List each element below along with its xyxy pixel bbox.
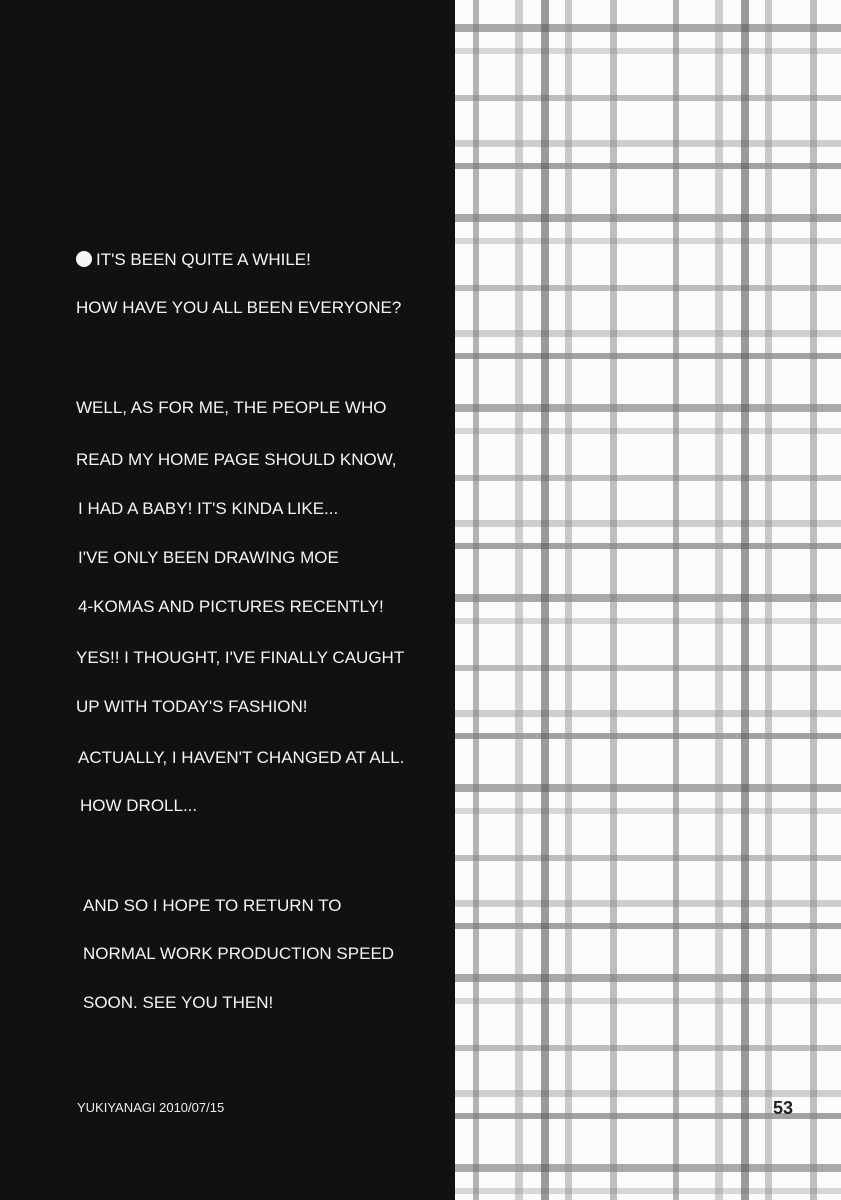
text-line: AND SO I HOPE TO RETURN TO xyxy=(83,896,342,915)
text-line: I'VE ONLY BEEN DRAWING MOE xyxy=(78,548,339,567)
text-line: I HAD A BABY! IT'S KINDA LIKE... xyxy=(78,499,339,518)
text-line: ACTUALLY, I HAVEN'T CHANGED AT ALL. xyxy=(78,748,405,767)
text-line: SOON. SEE YOU THEN! xyxy=(83,993,274,1012)
text-line: WELL, AS FOR ME, THE PEOPLE WHO xyxy=(76,398,387,417)
text-line: IT'S BEEN QUITE A WHILE! xyxy=(76,250,311,270)
text-line: 4-KOMAS AND PICTURES RECENTLY! xyxy=(78,597,384,616)
signature-date: YUKIYANAGI 2010/07/15 xyxy=(77,1100,225,1115)
text-line: UP WITH TODAY'S FASHION! xyxy=(76,697,308,716)
page-number: 53 xyxy=(773,1098,794,1118)
text-line: HOW HAVE YOU ALL BEEN EVERYONE? xyxy=(76,298,402,317)
text-line: READ MY HOME PAGE SHOULD KNOW, xyxy=(76,450,397,469)
text-line: HOW DROLL... xyxy=(80,796,198,815)
text-line: NORMAL WORK PRODUCTION SPEED xyxy=(83,944,395,963)
bullet-icon xyxy=(76,251,92,267)
text-line: YES!! I THOUGHT, I'VE FINALLY CAUGHT xyxy=(76,648,405,667)
plaid-pattern-panel xyxy=(455,0,841,1200)
